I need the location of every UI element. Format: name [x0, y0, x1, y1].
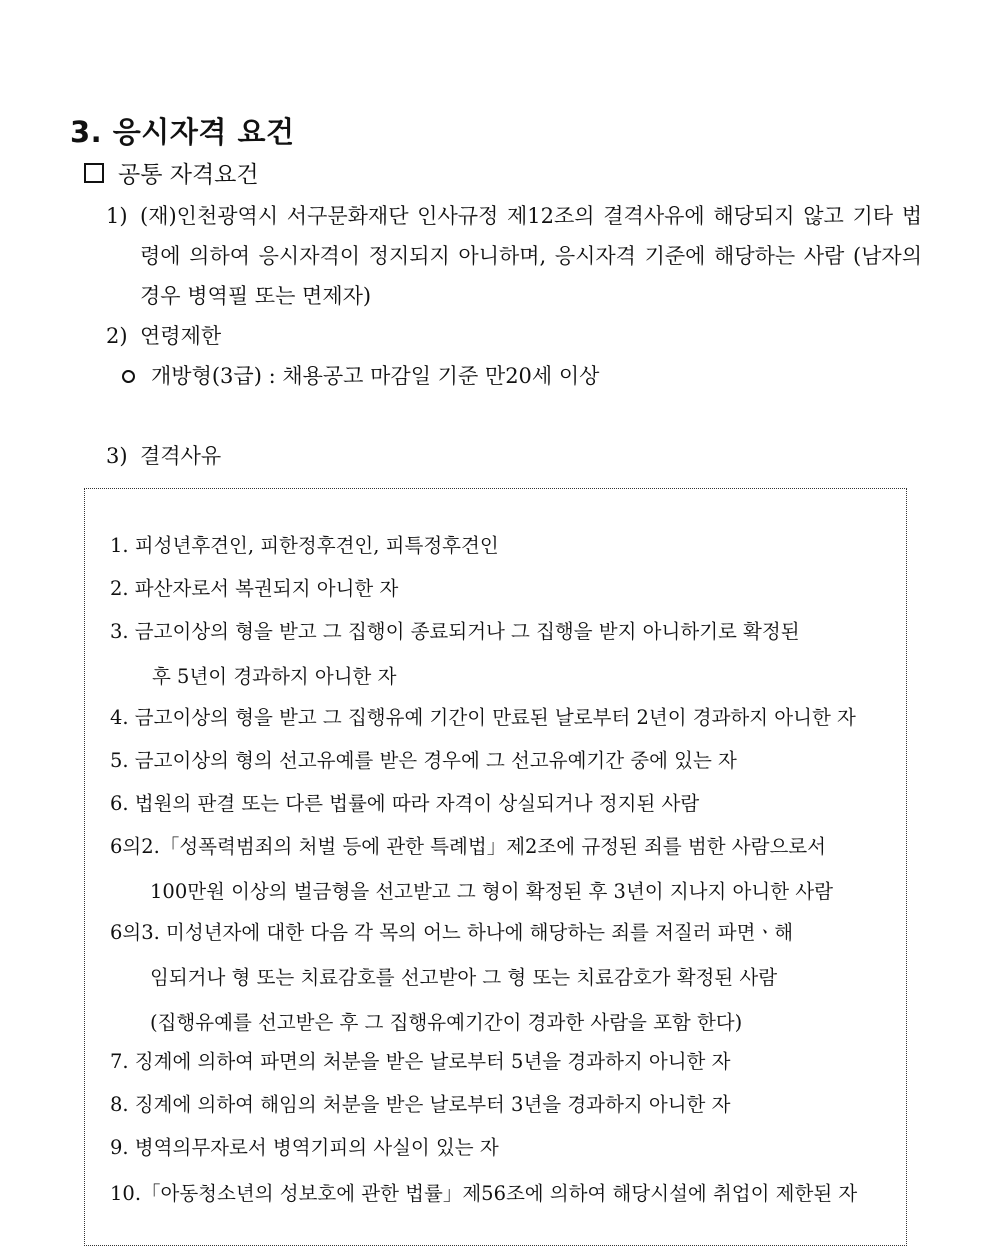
requirement-3 — [106, 436, 922, 476]
list-item: 9. 병역의무자로서 병역기피의 사실이 있는 자 — [110, 1136, 499, 1159]
section-title: 3. 응시자격 요건 — [70, 115, 295, 149]
list-item: 2. 파산자로서 복권되지 아니한 자 — [110, 577, 399, 600]
list-item: 4. 금고이상의 형을 받고 그 집행유예 기간이 만료된 날로부터 2년이 경과하지 아니한 자 — [110, 706, 856, 729]
requirement-1 — [106, 196, 922, 316]
list-item: 8. 징계에 의하여 해임의 처분을 받은 날로부터 3년을 경과하지 아니한 자 — [110, 1093, 731, 1116]
list-item: 6. 법원의 판결 또는 다른 법률에 따라 자격이 상실되거나 정지된 사람 — [110, 792, 700, 815]
requirement-3-label: 결격사유 — [140, 444, 222, 468]
requirement-1-text: (재)인천광역시 서구문화재단 인사규정 제12조의 결격사유에 해당되지 않고 기타 법령에 의하여 응시자격이 정지되지 아니하며, 응시자격 기준에 해당하는 사람 (남자의 경우 병역필 또는 면제자) — [140, 204, 922, 308]
requirement-2-number: 2) — [106, 324, 128, 348]
requirement-2-label: 연령제한 — [140, 324, 222, 348]
list-item: 10.「아동청소년의 성보호에 관한 법률」제56조에 의하여 해당시설에 취업이 제한된 자 — [110, 1182, 858, 1205]
list-item: 3. 금고이상의 형을 받고 그 집행이 종료되거나 그 집행을 받지 아니하기로 확정된 후 5년이 경과하지 아니한 자 — [110, 620, 800, 688]
checkbox-icon — [84, 163, 104, 183]
list-item: 7. 징계에 의하여 파면의 처분을 받은 날로부터 5년을 경과하지 아니한 자 — [110, 1050, 731, 1073]
requirement-1-number: 1) — [106, 204, 128, 228]
list-item: 6의2.「성폭력범죄의 처벌 등에 관한 특례법」제2조에 규정된 죄를 범한 사람으로서 100만원 이상의 벌금형을 선고받고 그 형이 확정된 후 3년이 지나지 아니한 사람 — [110, 835, 833, 903]
list-item: 6의3. 미성년자에 대한 다음 각 목의 어느 하나에 해당하는 죄를 저질러 파면ㆍ해 임되거나 형 또는 치료감호를 선고받아 그 형 또는 치료감호가 확정된 사람 (집행유예를 선고받은 후 그 집행유예기간이 경과한 사람을 포함 한다) — [110, 921, 794, 1034]
list-item: 1. 피성년후견인, 피한정후견인, 피특정후견인 — [110, 534, 499, 557]
list-item: 5. 금고이상의 형의 선고유예를 받은 경우에 그 선고유예기간 중에 있는 자 — [110, 749, 737, 772]
requirement-3-number: 3) — [106, 444, 128, 468]
age-limit-text: 개방형(3급) : 채용공고 마감일 기준 만20세 이상 — [151, 364, 600, 388]
age-limit-bullet — [122, 356, 599, 396]
common-requirements-heading — [84, 156, 259, 189]
common-heading-label: 공통 자격요건 — [118, 162, 259, 188]
circle-bullet-icon — [122, 370, 135, 383]
requirement-2 — [106, 316, 922, 356]
